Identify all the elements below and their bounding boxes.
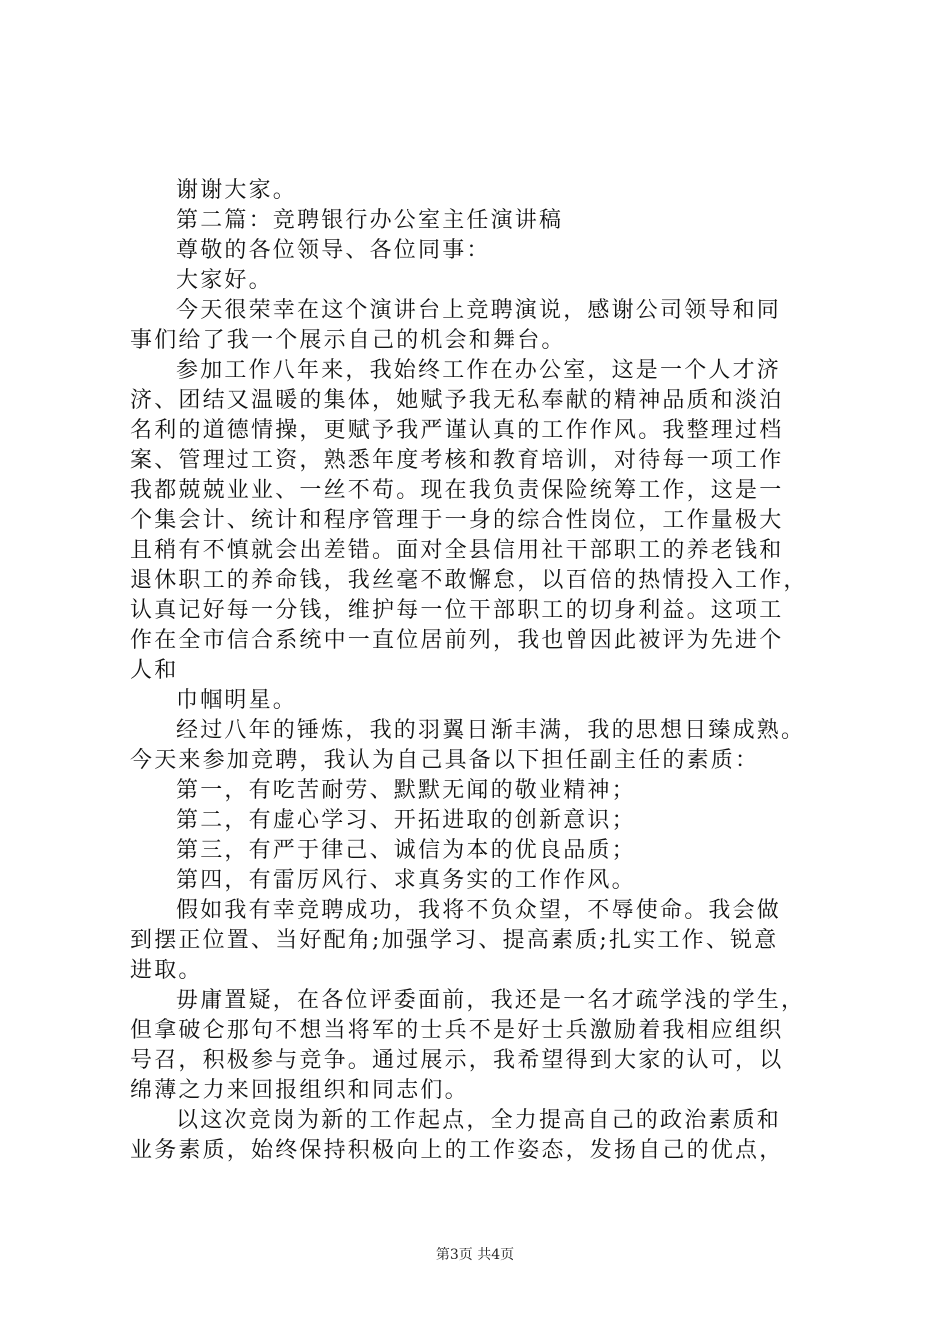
text-line: 参加工作八年来，我始终工作在办公室，这是一个人才济 [176, 358, 782, 383]
text-line: 个集会计、统计和程序管理于一身的综合性岗位，工作量极大 [130, 508, 784, 533]
text-line: 到摆正位置、当好配角;加强学习、提高素质;扎实工作、锐意 [130, 928, 779, 953]
text-line: 谢谢大家。 [176, 178, 298, 203]
section-title: 第二篇：竞聘银行办公室主任演讲稿 [176, 208, 564, 233]
text-line: 名利的道德情操，更赋予我严谨认真的工作作风。我整理过档 [130, 418, 784, 443]
document-body [130, 176, 830, 1166]
text-line: 今天来参加竞聘，我认为自己具备以下担任副主任的素质： [130, 748, 760, 773]
text-line: 但拿破仑那句不想当将军的士兵不是好士兵激励着我相应组织 [130, 1018, 784, 1043]
text-line: 以这次竞岗为新的工作起点，全力提高自己的政治素质和 [176, 1108, 782, 1133]
list-item: 第四，有雷厉风行、求真务实的工作作风。 [176, 868, 636, 893]
text-line: 绵薄之力来回报组织和同志们。 [130, 1078, 469, 1103]
text-line: 作在全市信合系统中一直位居前列，我也曾因此被评为先进个 [130, 628, 784, 653]
text-line: 进取。 [130, 958, 203, 983]
text-line: 假如我有幸竞聘成功，我将不负众望，不辱使命。我会做 [176, 898, 782, 923]
text-line: 案、管理过工资，熟悉年度考核和教育培训，对待每一项工作 [130, 448, 784, 473]
text-line: 且稍有不慎就会出差错。面对全县信用社干部职工的养老钱和 [130, 538, 784, 563]
text-line: 认真记好每一分钱，维护每一位干部职工的切身利益。这项工 [130, 598, 784, 623]
list-item: 第二，有虚心学习、开拓进取的创新意识； [176, 808, 636, 833]
text-line: 人和 [130, 658, 179, 683]
text-line: 退休职工的养命钱，我丝毫不敢懈怠，以百倍的热情投入工作， [130, 568, 808, 593]
list-item: 第三，有严于律己、诚信为本的优良品质； [176, 838, 636, 863]
text-line: 今天很荣幸在这个演讲台上竞聘演说，感谢公司领导和同 [176, 298, 782, 323]
greeting: 大家好。 [176, 268, 273, 293]
text-line: 毋庸置疑，在各位评委面前，我还是一名才疏学浅的学生， [176, 988, 806, 1013]
text-line: 事们给了我一个展示自己的机会和舞台。 [130, 328, 566, 353]
text-line: 号召，积极参与竞争。通过展示，我希望得到大家的认可，以 [130, 1048, 784, 1073]
salutation: 尊敬的各位领导、各位同事： [176, 238, 491, 263]
page-number: 第3页 共4页 [435, 1247, 515, 1263]
text-line: 我都兢兢业业、一丝不苟。现在我负责保险统筹工作，这是一 [130, 478, 784, 503]
text-line: 经过八年的锤炼，我的羽翼日渐丰满，我的思想日臻成熟。 [176, 718, 806, 743]
list-item: 第一，有吃苦耐劳、默默无闻的敬业精神； [176, 778, 636, 803]
text-line: 巾帼明星。 [176, 688, 298, 713]
text-line: 济、团结又温暖的集体，她赋予我无私奉献的精神品质和淡泊 [130, 388, 784, 413]
text-line: 业务素质，始终保持积极向上的工作姿态，发扬自己的优点， [130, 1138, 784, 1163]
